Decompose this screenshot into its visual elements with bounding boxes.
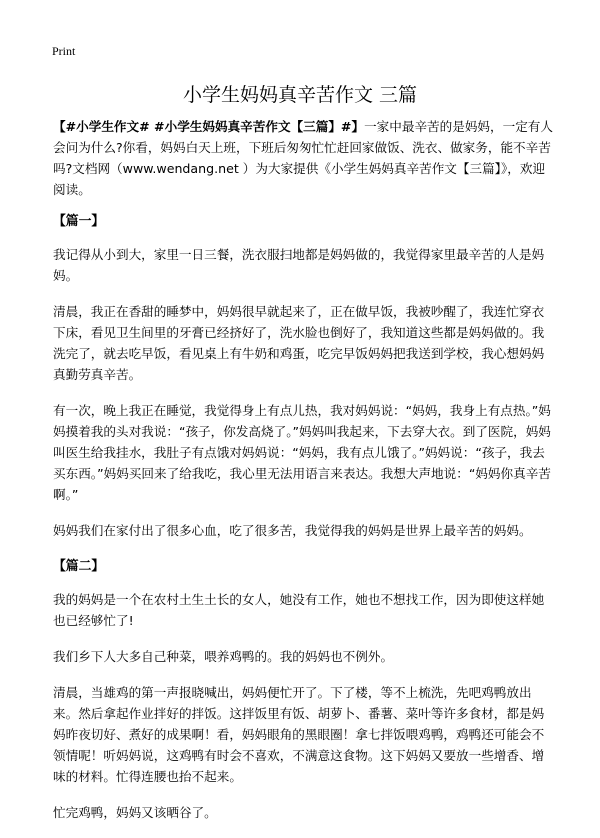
paragraph: 忙完鸡鸭，妈妈又该晒谷了。 [53,805,217,820]
paragraph: 我们乡下人大多自己种菜，喂养鸡鸭的。我的妈妈也不例外。 [53,649,394,664]
section-heading: 【篇二】 [53,559,105,574]
paragraph: 清晨，我正在香甜的睡梦中，妈妈很早就起来了，正在做早饭，我被吵醒了，我连忙穿衣下床，看见卫生间里的牙膏已经挤好了，洗水脸也倒好了，我知道这些都是妈妈做的。我洗完了，就去吃早饭，看见桌上有牛奶和鸡蛋，吃完早饭妈妈把我送到学校，我心想妈妈真勤劳真辛苦。 [53,304,545,382]
intro-text: 一家中最辛苦的是妈妈，一定有人会问为什么?你看，妈妈白天上班，下班后匆匆忙忙赶回家做饭、洗衣、做家务，能不辛苦吗?文档网（www.wendang.net ）为大家提供《小学生妈妈真辛苦作文【三篇】》，欢迎阅读。 [53,119,553,197]
document-body [53,116,556,838]
paragraph: 我的妈妈是一个在农村土生土长的女人，她没有工作，她也不想找工作，因为即使这样她也已经够忙了! [53,592,545,628]
intro-paragraph [53,116,556,200]
section-heading: 【篇一】 [53,214,105,229]
page-title: 小学生妈妈真辛苦作文 三篇 [182,84,418,106]
paragraph: 有一次，晚上我正在睡觉，我觉得身上有点儿热，我对妈妈说：“妈妈，我身上有点热。”妈妈摸着我的头对我说：“孩子，你发高烧了。”妈妈叫我起来，下去穿大衣。到了医院，妈妈叫医生给我挂水，我肚子有点饿对妈妈说：“妈妈，我有点儿饿了。”妈妈说：“孩子，我去买东西。”妈妈买回来了给我吃，我心里无法用语言来表达。我想大声地说：“妈妈你真辛苦啊。” [53,403,551,502]
intro-tag: 【#小学生作文# #小学生妈妈真辛苦作文【三篇】#】 [53,119,365,134]
paragraph: 清晨，当雄鸡的第一声报晓喊出，妈妈便忙开了。下了楼，等不上梳洗，先吧鸡鸭放出来。然后拿起作业拌好的拌饭。这拌饭里有饭、胡萝卜、番薯、菜叶等许多食材，都是妈妈昨夜切好、煮好的成果啊！看，妈妈眼角的黑眼圈！拿七拌饭喂鸡鸭，鸡鸭还可能会不领情呢！听妈妈说，这鸡鸭有时会不喜欢，不满意这食物。这下妈妈又要放一些增香、增味的材料。忙得连腰也抬不起来。 [53,685,545,784]
print-label: Print [52,44,76,58]
paragraph: 我记得从小到大，家里一日三餐，洗衣服扫地都是妈妈做的，我觉得家里最辛苦的人是妈妈。 [53,247,545,283]
paragraph: 妈妈我们在家付出了很多心血，吃了很多苦，我觉得我的妈妈是世界上最辛苦的妈妈。 [53,523,532,538]
